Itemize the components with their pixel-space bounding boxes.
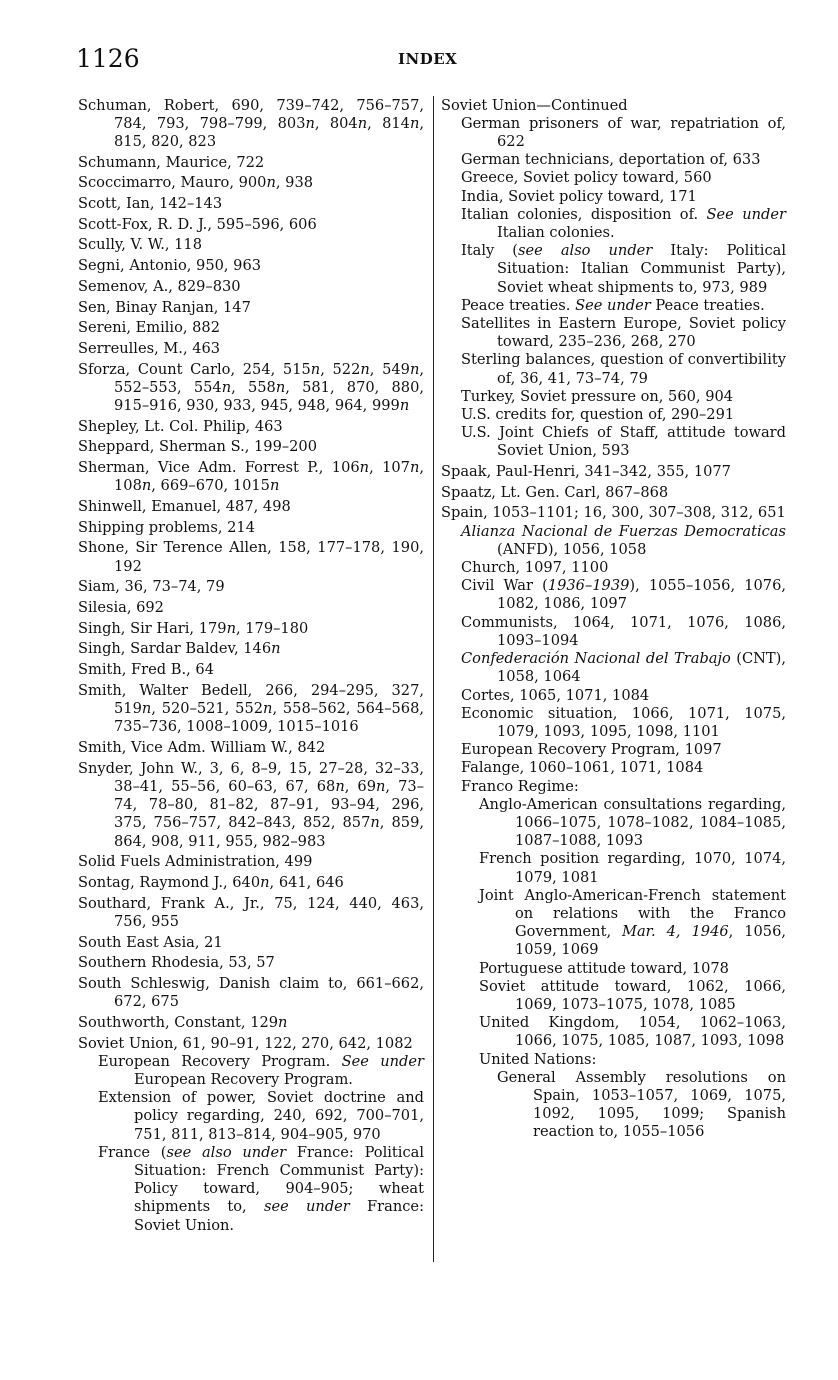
index-subentry: U.S. Joint Chiefs of Staff, attitude toward Soviet Union, 593 — [461, 424, 786, 460]
index-entry: Serreulles, M., 463 — [78, 339, 221, 357]
index-subentry: German prisoners of war, repatriation of, 622 — [461, 114, 786, 150]
index-entry: Sen, Binay Ranjan, 147 — [78, 298, 251, 316]
index-subentry: Alianza Nacional de Fuerzas Democraticas (ANFD), 1056, 1058 — [461, 522, 786, 558]
index-entry: Scott, Ian, 142–143 — [78, 195, 223, 213]
index-subentry: India, Soviet policy toward, 171 — [461, 187, 697, 205]
index-entry: Soviet Union—Continued — [441, 96, 628, 114]
index-entry: Spaatz, Lt. Gen. Carl, 867–868 — [441, 483, 669, 501]
index-subentry: European Recovery Program. See under European Recovery Program. — [98, 1052, 424, 1088]
index-subentry: Extension of power, Soviet doctrine and policy regarding, 240, 692, 700–701, 751, 811, 813–814, 904–905, 970 — [98, 1089, 424, 1143]
index-entry: Smith, Fred B., 64 — [78, 661, 214, 679]
index-entry: South Schleswig, Danish claim to, 661–662, 672, 675 — [78, 974, 424, 1011]
index-subentry: Communists, 1064, 1071, 1076, 1086, 1093–1094 — [461, 613, 786, 649]
index-subentry: Falange, 1060–1061, 1071, 1084 — [461, 759, 704, 777]
index-subentry: Economic situation, 1066, 1071, 1075, 1079, 1093, 1095, 1098, 1101 — [461, 704, 786, 740]
index-entry: Snyder, John W., 3, 6, 8–9, 15, 27–28, 32–33, 38–41, 55–56, 60–63, 67, 68n, 69n, 73–74, 78–80, 81–82, 87–91, 93–94, 296, 375, 756–757, 842–843, 852, 857n, 859, 864, 908, 911, 955, 982–983 — [78, 759, 425, 850]
index-entry: Shone, Sir Terence Allen, 158, 177–178, 190, 192 — [78, 539, 424, 575]
index-subentry: Confederación Nacional del Trabajo (CNT), 1058, 1064 — [461, 650, 786, 686]
index-subentry: General Assembly resolutions on Spain, 1053–1057, 1069, 1075, 1092, 1095, 1099; Spanish reaction to, 1055–1056 — [497, 1068, 786, 1141]
index-subentry: Portuguese attitude toward, 1078 — [479, 959, 729, 977]
index-entry: Sereni, Emilio, 882 — [78, 319, 221, 337]
index-entry: Shinwell, Emanuel, 487, 498 — [78, 498, 291, 516]
index-entry: Soviet Union, 61, 90–91, 122, 270, 642, 1082 — [78, 1034, 413, 1052]
index-entry: Sheppard, Sherman S., 199–200 — [78, 438, 318, 456]
index-entry: Scoccimarro, Mauro, 900n, 938 — [78, 174, 314, 192]
index-subentry: Peace treaties. See under Peace treaties. — [461, 296, 765, 314]
index-entry: Sontag, Raymond J., 640n, 641, 646 — [78, 873, 344, 891]
index-entry: Smith, Vice Adm. William W., 842 — [78, 739, 326, 756]
index-entry: Sherman, Vice Adm. Forrest P., 106n, 107n, 108n, 669–670, 1015n — [78, 459, 425, 495]
index-entry: Singh, Sir Hari, 179n, 179–180 — [78, 619, 309, 637]
index-entry: Southern Rhodesia, 53, 57 — [78, 954, 275, 972]
index-entry: Solid Fuels Administration, 499 — [78, 853, 313, 871]
index-subentry: France (see also under France: Political Situation: French Communist Party): Policy toward, 904–905; wheat shipments to, see under France: Soviet Union. — [98, 1143, 424, 1234]
index-entry: Schuman, Robert, 690, 739–742, 756–757, 784, 793, 798–799, 803n, 804n, 814n, 815, 820, 823 — [78, 96, 424, 150]
index-entry: Spain, 1053–1101; 16, 300, 307–308, 312, 651 — [441, 504, 786, 522]
index-subentry: Greece, Soviet policy toward, 560 — [461, 169, 712, 187]
index-subentry: Turkey, Soviet pressure on, 560, 904 — [461, 387, 734, 405]
index-subentry: Sterling balances, question of convertibility of, 36, 41, 73–74, 79 — [461, 351, 786, 387]
index-subentry: French position regarding, 1070, 1074, 1079, 1081 — [479, 850, 786, 886]
page-number: 1126 — [76, 44, 140, 73]
index-entry: South East Asia, 21 — [78, 933, 223, 951]
index-entry: Shipping problems, 214 — [78, 518, 256, 536]
index-entry: Spaak, Paul-Henri, 341–342, 355, 1077 — [441, 463, 731, 481]
index-subentry: Cortes, 1065, 1071, 1084 — [461, 686, 650, 704]
index-entry: Shepley, Lt. Col. Philip, 463 — [78, 417, 283, 435]
index-column-left — [78, 94, 424, 1235]
index-entry: Segni, Antonio, 950, 963 — [78, 257, 262, 275]
index-subentry: Joint Anglo-American-French statement on relations with the Franco Government, Mar. 4, 1946, 1056, 1059, 1069 — [479, 886, 787, 959]
index-subentry: United Kingdom, 1054, 1062–1063, 1066, 1075, 1085, 1087, 1093, 1098 — [479, 1014, 786, 1050]
index-subentry: Civil War (1936–1939), 1055–1056, 1076, 1082, 1086, 1097 — [461, 577, 787, 613]
column-divider — [433, 96, 434, 1262]
index-subentry: European Recovery Program, 1097 — [461, 741, 722, 759]
index-subentry: United Nations: — [479, 1050, 597, 1068]
index-subentry: U.S. credits for, question of, 290–291 — [461, 405, 735, 423]
index-entry: Scully, V. W., 118 — [78, 236, 202, 254]
index-column-right — [441, 94, 786, 1142]
index-entry: Smith, Walter Bedell, 266, 294–295, 327, 519n, 520–521, 552n, 558–562, 564–568, 735–736, 1008–1009, 1015–1016 — [78, 681, 424, 736]
index-subentry: Church, 1097, 1100 — [461, 559, 609, 577]
index-entry: Silesia, 692 — [78, 599, 164, 617]
index-entry: Schumann, Maurice, 722 — [78, 153, 265, 171]
index-entry: Southworth, Constant, 129n — [78, 1013, 288, 1031]
index-entry: Singh, Sardar Baldev, 146n — [78, 640, 281, 658]
index-entry: Sforza, Count Carlo, 254, 515n, 522n, 549n, 552–553, 554n, 558n, 581, 870, 880, 915–916, 930, 933, 945, 948, 964, 999n — [78, 360, 425, 415]
index-subentry: German technicians, deportation of, 633 — [461, 151, 761, 169]
index-entry: Scott-Fox, R. D. J., 595–596, 606 — [78, 215, 317, 233]
index-entry: Siam, 36, 73–74, 79 — [78, 578, 225, 596]
index-subentry: Soviet attitude toward, 1062, 1066, 1069, 1073–1075, 1078, 1085 — [479, 977, 786, 1013]
index-entry: Southard, Frank A., Jr., 75, 124, 440, 463, 756, 955 — [78, 894, 424, 930]
index-subentry: Italy (see also under Italy: Political Situation: Italian Communist Party), Soviet wheat shipments to, 973, 989 — [461, 242, 787, 296]
running-head: INDEX — [398, 50, 458, 68]
index-subentry: Franco Regime: — [461, 777, 579, 795]
index-subentry: Italian colonies, disposition of. See under Italian colonies. — [461, 205, 786, 241]
index-entry: Semenov, A., 829–830 — [78, 277, 241, 295]
index-subentry: Anglo-American consultations regarding, 1066–1075, 1078–1082, 1084–1085, 1087–1088, 1093 — [479, 795, 786, 850]
index-subentry: Satellites in Eastern Europe, Soviet policy toward, 235–236, 268, 270 — [461, 314, 786, 351]
